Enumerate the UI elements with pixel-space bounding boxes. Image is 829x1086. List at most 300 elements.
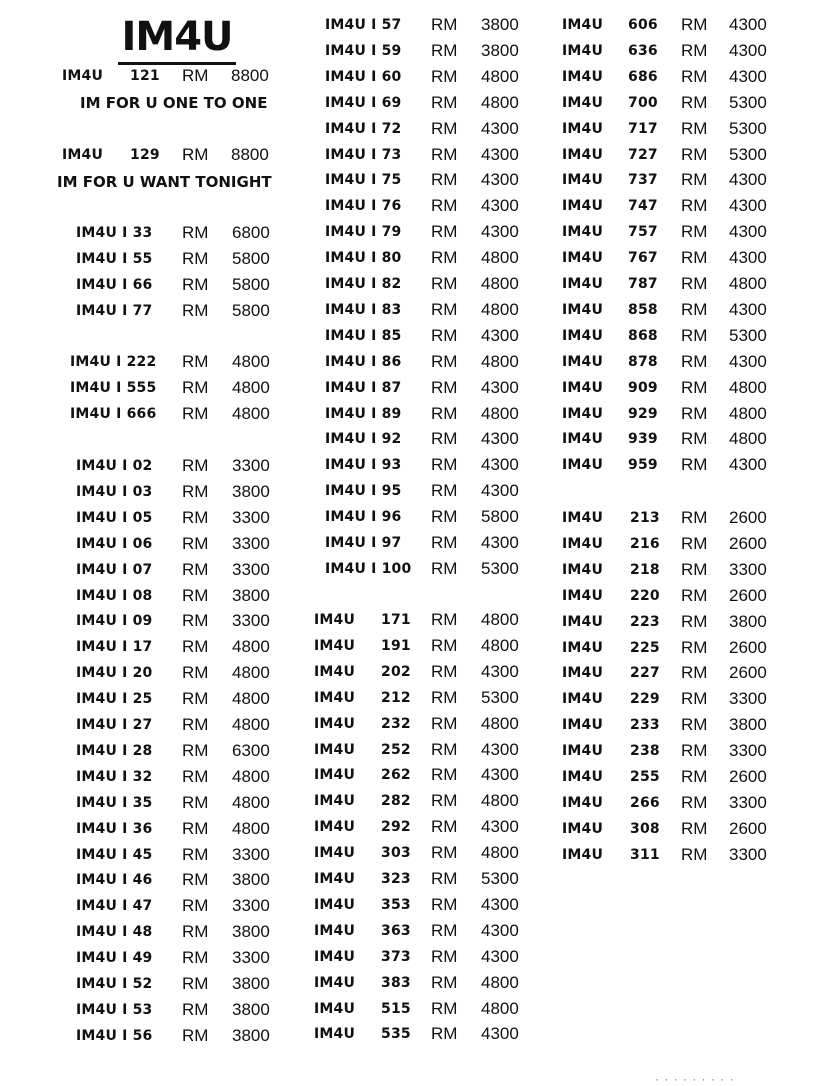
- plate-series: IM4U I 33: [76, 225, 153, 241]
- plate-number: 878: [628, 353, 658, 370]
- plate-series: IM4U I 48: [76, 924, 153, 941]
- currency-label: RM: [182, 974, 209, 993]
- currency-label: RM: [681, 66, 708, 86]
- plate-price: 2600: [729, 585, 767, 605]
- currency-label: RM: [431, 403, 458, 423]
- plate-number: 216: [630, 535, 660, 552]
- plate-number: 767: [628, 250, 658, 267]
- plate-series: IM4U: [562, 613, 604, 630]
- plate-number: 227: [630, 665, 660, 682]
- plate-price: 4800: [729, 403, 767, 423]
- plate-number: 686: [628, 68, 658, 85]
- currency-label: RM: [431, 558, 458, 578]
- plate-price: 5300: [481, 869, 519, 888]
- plate-series: IM4U I 89: [325, 405, 402, 422]
- plate-series: IM4U: [314, 793, 356, 810]
- plate-price: 4300: [481, 481, 519, 501]
- plate-price: 3800: [481, 40, 519, 60]
- plate-price: 4300: [481, 765, 519, 785]
- plate-price: 5300: [481, 558, 519, 578]
- plate-price: 4800: [481, 713, 519, 733]
- currency-label: RM: [681, 741, 708, 761]
- currency-label: RM: [182, 611, 209, 631]
- plate-number: 323: [381, 871, 411, 887]
- plate-series: IM4U I 20: [76, 665, 153, 682]
- plate-price: 4800: [232, 663, 270, 683]
- plate-series: IM4U I 08: [76, 587, 153, 604]
- currency-label: RM: [681, 170, 708, 190]
- plate-series: IM4U: [562, 42, 604, 59]
- plate-price: 2600: [729, 533, 767, 553]
- currency-label: RM: [681, 429, 708, 449]
- plate-price: 4300: [481, 377, 519, 397]
- plate-price: 4300: [481, 170, 519, 190]
- currency-label: RM: [681, 248, 708, 268]
- plate-price: 4300: [481, 325, 519, 345]
- plate-series: IM4U: [562, 120, 604, 137]
- plate-price: 8800: [231, 145, 269, 164]
- currency-label: RM: [182, 844, 209, 864]
- plate-series: IM4U I 100: [325, 560, 412, 577]
- currency-label: RM: [182, 1025, 209, 1045]
- plate-price: 4800: [481, 972, 519, 992]
- currency-label: RM: [681, 767, 708, 786]
- plate-series: IM4U: [562, 17, 604, 33]
- currency-label: RM: [431, 248, 458, 268]
- plate-price: 4800: [232, 715, 270, 734]
- plate-series: IM4U: [562, 639, 604, 656]
- currency-label: RM: [431, 610, 458, 629]
- plate-series: IM4U I 80: [325, 250, 402, 267]
- currency-label: RM: [431, 481, 458, 501]
- plate-series: IM4U: [562, 535, 604, 552]
- currency-label: RM: [182, 481, 209, 501]
- currency-label: RM: [182, 66, 209, 85]
- plate-price: 4800: [481, 92, 519, 112]
- currency-label: RM: [431, 635, 458, 655]
- plate-price: 3300: [232, 456, 270, 475]
- faint-footer-mark: · · · · · · · · ·: [655, 1072, 735, 1086]
- plate-price: 3300: [232, 611, 270, 631]
- plate-series: IM4U I 60: [325, 68, 402, 85]
- plate-number: 717: [628, 120, 658, 137]
- currency-label: RM: [431, 144, 458, 164]
- plate-series: IM4U I 57: [325, 17, 402, 33]
- currency-label: RM: [681, 40, 708, 60]
- currency-label: RM: [681, 844, 708, 864]
- plate-price: 3800: [232, 974, 270, 993]
- plate-price: 2600: [729, 508, 767, 527]
- currency-label: RM: [681, 689, 708, 709]
- plate-price: 4800: [232, 818, 270, 838]
- currency-label: RM: [431, 972, 458, 992]
- currency-label: RM: [431, 998, 458, 1018]
- plate-series: IM4U I 32: [76, 768, 153, 785]
- plate-number: 909: [628, 379, 658, 396]
- currency-label: RM: [182, 533, 209, 553]
- plate-number: 700: [628, 94, 658, 111]
- plate-price: 2600: [729, 637, 767, 657]
- currency-label: RM: [431, 15, 458, 34]
- plate-series: IM4U: [562, 224, 604, 241]
- currency-label: RM: [431, 946, 458, 966]
- plate-number: 202: [381, 663, 411, 680]
- plate-number: 129: [130, 147, 160, 163]
- plate-series: IM4U: [562, 379, 604, 396]
- plate-series: IM4U: [562, 820, 604, 837]
- plate-series: IM4U: [562, 94, 604, 111]
- plate-series: IM4U: [314, 896, 356, 913]
- plate-number: 929: [628, 405, 658, 422]
- currency-label: RM: [431, 843, 458, 863]
- currency-label: RM: [681, 637, 708, 657]
- plate-series: IM4U I 73: [325, 146, 402, 163]
- plate-price: 4800: [232, 352, 270, 371]
- currency-label: RM: [182, 740, 209, 760]
- plate-number: 757: [628, 224, 658, 241]
- plate-price: 4800: [481, 274, 519, 293]
- plate-price: 4800: [729, 429, 767, 449]
- currency-label: RM: [431, 894, 458, 914]
- plate-price: 4300: [481, 1024, 519, 1044]
- currency-label: RM: [182, 870, 209, 890]
- plate-number: 939: [628, 431, 658, 448]
- plate-price: 3300: [729, 844, 767, 864]
- plate-number: 363: [381, 922, 411, 939]
- plate-series: IM4U: [562, 457, 604, 474]
- plate-series: IM4U I 85: [325, 327, 402, 344]
- plate-number: 308: [630, 820, 660, 837]
- currency-label: RM: [182, 766, 209, 786]
- plate-series: IM4U: [562, 327, 604, 344]
- plate-series: IM4U: [562, 691, 604, 708]
- plate-number: 229: [630, 691, 660, 708]
- plate-series: IM4U: [562, 172, 604, 189]
- plate-number: 220: [630, 587, 660, 604]
- currency-label: RM: [431, 429, 458, 449]
- plate-number: 747: [628, 198, 658, 215]
- plate-price: 4800: [481, 351, 519, 371]
- plate-series: IM4U I 87: [325, 379, 402, 396]
- plate-price: 4300: [729, 40, 767, 60]
- plate-price: 4800: [481, 248, 519, 268]
- plate-price: 3800: [232, 999, 270, 1019]
- currency-label: RM: [431, 661, 458, 681]
- currency-label: RM: [182, 352, 209, 371]
- plate-price: 3300: [232, 948, 270, 968]
- plate-price: 4300: [729, 351, 767, 371]
- plate-series: IM4U I 76: [325, 198, 402, 215]
- currency-label: RM: [431, 713, 458, 733]
- plate-price: 4300: [481, 196, 519, 216]
- plate-series: IM4U: [314, 871, 356, 887]
- currency-label: RM: [182, 248, 209, 268]
- currency-label: RM: [431, 739, 458, 759]
- currency-label: RM: [681, 611, 708, 631]
- plate-series: IM4U I 555: [70, 379, 157, 396]
- currency-label: RM: [431, 377, 458, 397]
- currency-label: RM: [182, 896, 209, 916]
- currency-label: RM: [431, 92, 458, 112]
- plate-number: 787: [628, 276, 658, 292]
- plate-series: IM4U I 222: [70, 354, 157, 370]
- currency-label: RM: [681, 196, 708, 216]
- plate-series: IM4U: [314, 689, 356, 706]
- page-title: IM4U: [118, 14, 236, 65]
- plate-number: 252: [381, 741, 411, 758]
- plate-series: IM4U: [314, 1000, 356, 1017]
- plate-series: IM4U I 56: [76, 1027, 153, 1044]
- plate-price: 4800: [481, 610, 519, 629]
- plate-number: 238: [630, 743, 660, 760]
- plate-price: 3800: [232, 922, 270, 942]
- plate-price: 8800: [231, 66, 269, 85]
- plate-series: IM4U: [562, 250, 604, 267]
- plate-price: 4300: [729, 299, 767, 319]
- currency-label: RM: [431, 533, 458, 552]
- plate-price: 6300: [232, 740, 270, 760]
- plate-series: IM4U I 82: [325, 276, 402, 292]
- plate-number: 303: [381, 845, 411, 862]
- plate-price: 5300: [729, 92, 767, 112]
- currency-label: RM: [681, 222, 708, 242]
- plate-price: 4800: [481, 791, 519, 811]
- plate-series: IM4U: [562, 68, 604, 85]
- plate-price: 4800: [232, 766, 270, 786]
- plate-series: IM4U: [314, 922, 356, 939]
- plate-price: 2600: [729, 818, 767, 838]
- currency-label: RM: [681, 15, 708, 34]
- currency-label: RM: [182, 585, 209, 605]
- plate-number: 121: [130, 68, 160, 84]
- currency-label: RM: [431, 1024, 458, 1044]
- plate-price: 6800: [232, 223, 270, 242]
- currency-label: RM: [681, 559, 708, 579]
- currency-label: RM: [431, 920, 458, 940]
- plate-series: IM4U: [562, 846, 604, 863]
- plate-price: 4300: [729, 66, 767, 86]
- currency-label: RM: [182, 274, 209, 294]
- plate-price: 4300: [481, 533, 519, 552]
- plate-series: IM4U: [314, 663, 356, 680]
- plate-price: 4800: [729, 377, 767, 397]
- plate-price: 3800: [232, 870, 270, 890]
- plate-series: IM4U I 53: [76, 1001, 153, 1018]
- plate-price: 4800: [232, 403, 270, 423]
- plate-price: 5300: [729, 144, 767, 164]
- plate-price: 3300: [232, 507, 270, 527]
- plate-price: 4300: [481, 455, 519, 475]
- currency-label: RM: [681, 533, 708, 553]
- plate-price: 4300: [729, 170, 767, 190]
- plate-series: IM4U: [62, 68, 104, 84]
- currency-label: RM: [681, 92, 708, 112]
- currency-label: RM: [681, 144, 708, 164]
- plate-series: IM4U: [314, 612, 356, 628]
- currency-label: RM: [431, 869, 458, 888]
- plate-price: 4300: [729, 455, 767, 475]
- plate-series: IM4U I 07: [76, 561, 153, 578]
- currency-label: RM: [431, 118, 458, 138]
- plate-price: 4300: [481, 118, 519, 138]
- plate-price: 3300: [729, 689, 767, 709]
- plate-number: 223: [630, 613, 660, 630]
- plate-series: IM4U I 02: [76, 458, 153, 474]
- currency-label: RM: [182, 145, 209, 164]
- plate-number: 727: [628, 146, 658, 163]
- plate-number: 737: [628, 172, 658, 189]
- plate-series: IM4U: [562, 510, 604, 526]
- plate-number: 636: [628, 42, 658, 59]
- plate-series: IM4U I 06: [76, 535, 153, 552]
- plate-series: IM4U I 25: [76, 691, 153, 708]
- plate-price: 3300: [729, 559, 767, 579]
- plate-price: 4300: [481, 661, 519, 681]
- plate-series: IM4U: [562, 353, 604, 370]
- plate-number: 232: [381, 715, 411, 732]
- plate-series: IM4U I 45: [76, 846, 153, 863]
- plate-series: IM4U I 27: [76, 717, 153, 733]
- plate-series: IM4U I 49: [76, 950, 153, 967]
- currency-label: RM: [182, 223, 209, 242]
- currency-label: RM: [681, 508, 708, 527]
- plate-price: 4300: [481, 222, 519, 242]
- plate-series: IM4U I 92: [325, 431, 402, 448]
- plate-price: 4300: [481, 920, 519, 940]
- currency-label: RM: [431, 170, 458, 190]
- currency-label: RM: [681, 299, 708, 319]
- plate-series: IM4U I 35: [76, 794, 153, 811]
- plate-number: 212: [381, 689, 411, 706]
- plate-series: IM4U: [62, 147, 104, 163]
- plate-price: 4800: [729, 274, 767, 293]
- currency-label: RM: [431, 66, 458, 86]
- plate-series: IM4U I 36: [76, 820, 153, 837]
- currency-label: RM: [182, 999, 209, 1019]
- currency-label: RM: [681, 403, 708, 423]
- plate-price: 3300: [232, 533, 270, 553]
- currency-label: RM: [681, 377, 708, 397]
- plate-series: IM4U: [314, 948, 356, 965]
- plate-series: IM4U: [314, 819, 356, 836]
- plate-price: 2600: [729, 767, 767, 786]
- currency-label: RM: [182, 300, 209, 320]
- currency-label: RM: [431, 299, 458, 319]
- plate-number: 373: [381, 948, 411, 965]
- plate-series: IM4U: [314, 715, 356, 732]
- plate-price: 4300: [481, 894, 519, 914]
- plate-price: 4300: [729, 222, 767, 242]
- plate-series: IM4U I 96: [325, 509, 402, 526]
- plate-series: IM4U I 17: [76, 639, 153, 656]
- plate-series: IM4U: [562, 146, 604, 163]
- plate-series: IM4U I 28: [76, 742, 153, 759]
- currency-label: RM: [681, 792, 708, 812]
- plate-series: IM4U I 95: [325, 483, 402, 500]
- plate-series: IM4U: [562, 717, 604, 734]
- plate-price: 4800: [481, 635, 519, 655]
- plate-series: IM4U I 47: [76, 898, 153, 915]
- plate-price: 4300: [481, 817, 519, 837]
- currency-label: RM: [431, 351, 458, 371]
- plate-series: IM4U I 59: [325, 42, 402, 59]
- currency-label: RM: [182, 559, 209, 579]
- special-tagline: IM FOR U ONE TO ONE: [80, 94, 268, 112]
- plate-price: 4300: [481, 429, 519, 449]
- plate-series: IM4U I 72: [325, 120, 402, 137]
- plate-series: IM4U: [562, 405, 604, 422]
- currency-label: RM: [182, 922, 209, 942]
- currency-label: RM: [431, 40, 458, 60]
- plate-series: IM4U I 69: [325, 94, 402, 111]
- plate-price: 3300: [232, 844, 270, 864]
- plate-number: 191: [381, 637, 411, 654]
- plate-series: IM4U I 09: [76, 613, 153, 630]
- plate-price: 4300: [729, 15, 767, 34]
- plate-series: IM4U: [562, 561, 604, 578]
- currency-label: RM: [431, 274, 458, 293]
- plate-price: 5300: [729, 325, 767, 345]
- currency-label: RM: [182, 792, 209, 812]
- plate-series: IM4U I 05: [76, 509, 153, 526]
- plate-number: 171: [381, 612, 411, 628]
- plate-number: 515: [381, 1000, 411, 1017]
- currency-label: RM: [431, 455, 458, 475]
- plate-price: 5300: [729, 118, 767, 138]
- currency-label: RM: [681, 818, 708, 838]
- plate-number: 213: [630, 510, 660, 526]
- plate-price: 4300: [481, 739, 519, 759]
- currency-label: RM: [182, 948, 209, 968]
- plate-price: 3800: [232, 1025, 270, 1045]
- plate-price: 3800: [232, 481, 270, 501]
- currency-label: RM: [681, 351, 708, 371]
- plate-series: IM4U I 77: [76, 302, 153, 319]
- plate-price: 3800: [481, 15, 519, 34]
- plate-price: 5800: [232, 274, 270, 294]
- plate-series: IM4U: [314, 1026, 356, 1043]
- plate-number: 535: [381, 1026, 411, 1043]
- currency-label: RM: [182, 456, 209, 475]
- plate-price: 2600: [729, 663, 767, 683]
- plate-series: IM4U I 66: [76, 276, 153, 293]
- currency-label: RM: [431, 765, 458, 785]
- currency-label: RM: [681, 455, 708, 475]
- currency-label: RM: [431, 196, 458, 216]
- currency-label: RM: [182, 715, 209, 734]
- plate-price: 4800: [481, 403, 519, 423]
- plate-price: 4800: [232, 377, 270, 397]
- plate-price: 4800: [232, 689, 270, 709]
- plate-price: 4300: [481, 946, 519, 966]
- currency-label: RM: [431, 791, 458, 811]
- plate-series: IM4U I 03: [76, 483, 153, 500]
- plate-price: 4800: [481, 299, 519, 319]
- plate-number: 255: [630, 769, 660, 785]
- plate-series: IM4U I 93: [325, 457, 402, 474]
- plate-price: 3800: [729, 715, 767, 735]
- plate-price: 4300: [729, 248, 767, 268]
- currency-label: RM: [681, 118, 708, 138]
- plate-number: 262: [381, 767, 411, 784]
- plate-series: IM4U I 75: [325, 172, 402, 189]
- plate-price: 3300: [729, 741, 767, 761]
- currency-label: RM: [681, 663, 708, 683]
- plate-series: IM4U I 46: [76, 872, 153, 889]
- plate-number: 233: [630, 717, 660, 734]
- plate-series: IM4U I 666: [70, 405, 157, 422]
- plate-price: 4800: [481, 998, 519, 1018]
